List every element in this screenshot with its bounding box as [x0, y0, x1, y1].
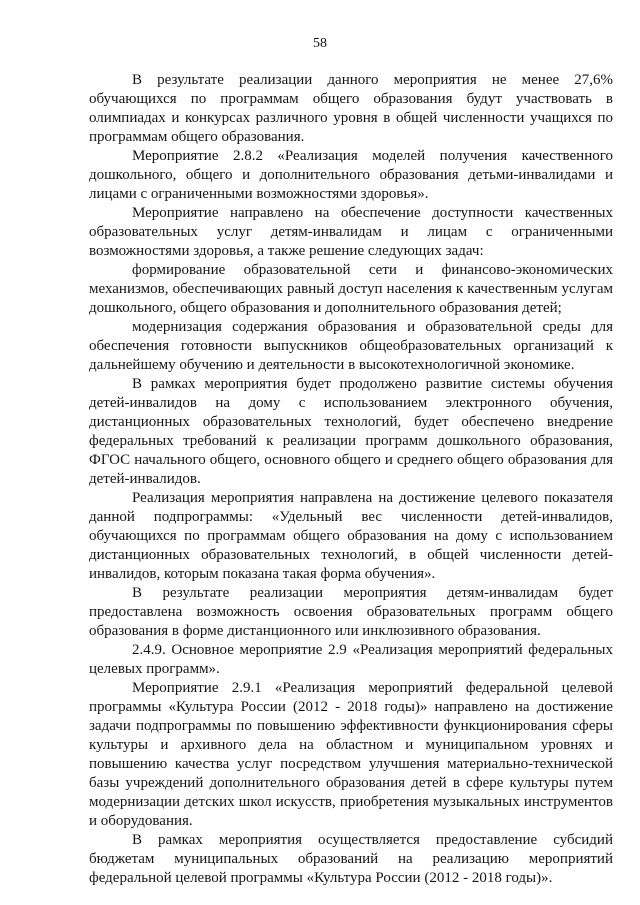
- page-number: 58: [313, 36, 327, 51]
- document-body: [89, 71, 613, 888]
- paragraph-section-2-4-9-heading: 2.4.9. Основное мероприятие 2.9 «Реализация мероприятий федеральных целевых программ».: [89, 642, 613, 677]
- paragraph-target-indicator: Реализация мероприятия направлена на достижение целевого показателя данной подпрограммы: «Удельный вес численности детей-инвалидов, обучающихся по программам общего образования на дому с использованием дистанционных образовательных технологий, в общей численности детей-инвалидов, которым показана такая форма обучения».: [89, 490, 613, 582]
- paragraph-task-network-formation: формирование образовательной сети и финансово-экономических механизмов, обеспечивающих равный доступ населения к качественным услугам дошкольного, общего образования и дополнительного образования детей;: [89, 262, 613, 316]
- paragraph-measure-2-8-2-title: Мероприятие 2.8.2 «Реализация моделей получения качественного дошкольного, общего и дополнительного образования детьми-инвалидами и лицами с ограниченными возможностями здоровья».: [89, 148, 613, 202]
- paragraph-measure-2-9-1-description: Мероприятие 2.9.1 «Реализация мероприятий федеральной целевой программы «Культура России (2012 - 2018 годы)» направлено на достижение задачи подпрограммы по повышению эффективности функционирования сферы культуры и архивного дела на областном и муниципальном уровнях и повышению качества услуг посредством улучшения материально-технической базы учреждений дополнительного образования детей в сфере культуры путем модернизации детских школ искусств, приобретения музыкальных инструментов и оборудования.: [89, 680, 613, 829]
- paragraph-distance-learning: В рамках мероприятия будет продолжено развитие системы обучения детей-инвалидов на дому с использованием электронного обучения, дистанционных образовательных технологий, будет обеспечено внедрение федеральных требований к реализации программ дошкольного образования, ФГОС начального общего, основного общего и среднего общего образования для детей-инвалидов.: [89, 376, 613, 487]
- paragraph-measure-2-8-2-goal: Мероприятие направлено на обеспечение доступности качественных образовательных услуг детям-инвалидам и лицам с ограниченными возможностями здоровья, а также решение следующих задач:: [89, 205, 613, 259]
- paragraph-subsidies: В рамках мероприятия осуществляется предоставление субсидий бюджетам муниципальных образований на реализацию мероприятий федеральной целевой программы «Культура России (2012 - 2018 годы)».: [89, 832, 613, 886]
- paragraph-olympiad-result: В результате реализации данного мероприятия не менее 27,6% обучающихся по программам общего образования будут участвовать в олимпиадах и конкурсах различного уровня в общей численности учащихся по программам общего образования.: [89, 72, 613, 145]
- paragraph-task-modernization: модернизация содержания образования и образовательной среды для обеспечения готовности выпускников общеобразовательных организаций к дальнейшему обучению и деятельности в высокотехнологичной экономике.: [89, 319, 613, 373]
- paragraph-measure-2-8-2-result: В результате реализации мероприятия детям-инвалидам будет предоставлена возможность освоения образовательных программ общего образования в форме дистанционного или инклюзивного образования.: [89, 585, 613, 639]
